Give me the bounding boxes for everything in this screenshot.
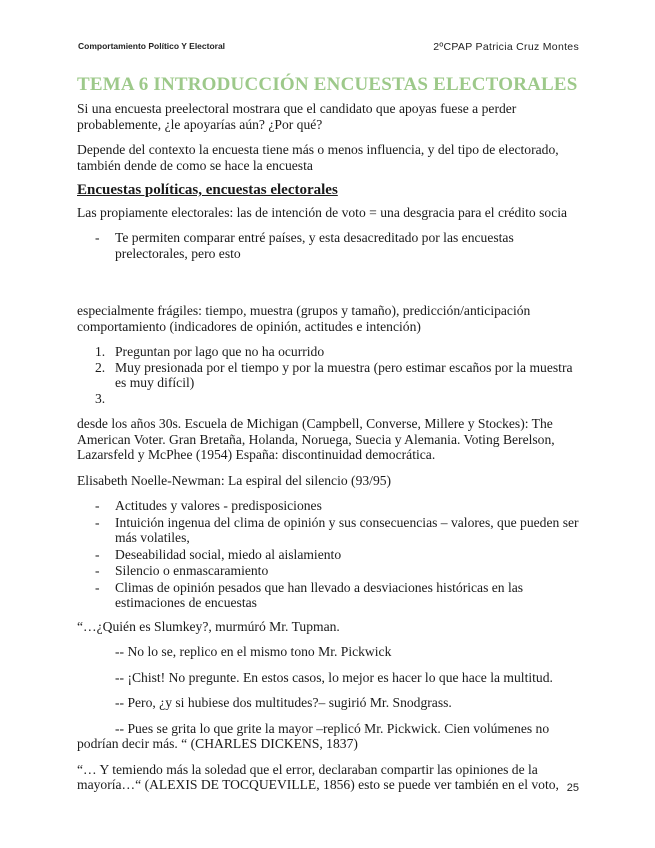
quote-line: -- Pero, ¿y si hubiese dos multitudes?– sugirió Mr. Snodgrass. (115, 695, 452, 710)
page-body (77, 74, 579, 803)
paragraph-electoral: Las propiamente electorales: las de intención de voto = una desgracia para el crédito socia (77, 204, 568, 220)
quote-line: -- ¡Chist! No pregunte. En estos casos, lo mejor es hacer lo que hace la multitud. (115, 669, 553, 685)
bullet-marker: - (95, 230, 100, 245)
number-marker: 1. (95, 344, 106, 359)
list-item-text: Intuición ingenua del clima de opinión y sus consecuencias – valores, que pueden ser más volatiles, (115, 514, 579, 545)
list-item-text: Preguntan por lago que no ha ocurrido (115, 344, 325, 359)
list-item-text: Te permiten comparar entré países, y esta desacreditado por las encuestas prelectorales, pero esto (115, 230, 514, 261)
list-item (77, 563, 579, 579)
numbered-list (77, 344, 579, 406)
paragraph-question: Si una encuesta preelectoral mostrara que el candidato que apoyas fuese a perder probablemente, ¿le apoyarías aún? ¿Por qué? (77, 101, 517, 132)
list-item (77, 498, 579, 514)
list-item (77, 580, 579, 611)
header-course: Comportamiento Político Y Electoral (78, 41, 226, 51)
bullet-marker: - (95, 563, 100, 578)
paragraph-tocqueville: “… Y temiendo más la soledad que el error, declaraban compartir las opiniones de la mayoría…“ (ALEXIS DE TOCQUEVILLE, 1856) esto se puede ver también en el voto, (77, 761, 559, 792)
paragraph-noelle: Elisabeth Noelle-Newman: La espiral del silencio (93/95) (77, 472, 392, 488)
list-item-text: Silencio o enmascaramiento (115, 563, 269, 578)
list-item-text: Deseabilidad social, miedo al aislamiento (115, 546, 342, 562)
page-title: TEMA 6 INTRODUCCIÓN ENCUESTAS ELECTORALES (77, 74, 578, 95)
page-number: 25 (566, 782, 579, 794)
paragraph-history: desde los años 30s. Escuela de Michigan (Campbell, Converse, Millere y Stockes): The American Voter. Gran Bretaña, Holanda, Noruega, Suecia y Alemania. Voting Berelson, Lazarsfeld y McPhee (1954) España: discontinuidad democrática. (77, 416, 555, 462)
header-author: 2ºCPAP Patricia Cruz Montes (433, 41, 579, 53)
bullet-marker: - (95, 546, 100, 562)
paragraph-context: Depende del contexto la encuesta tiene más o menos influencia, y del tipo de electorado, también dende de como se hace la encuesta (77, 142, 559, 173)
number-marker: 3. (95, 390, 106, 406)
quote-line: -- No lo se, replico en el mismo tono Mr. Pickwick (115, 644, 392, 659)
bullet-marker: - (95, 514, 100, 530)
list-item (77, 230, 579, 261)
list-item (77, 547, 579, 563)
bullet-marker: - (95, 579, 100, 595)
section-heading: Encuestas políticas, encuestas electorales (77, 182, 338, 198)
paragraph-fragile: especialmente frágiles: tiempo, muestra (grupos y tamaño), predicción/anticipación comportamiento (indicadores de opinión, actitudes e intención) (77, 303, 531, 334)
quote-line: -- Pues se grita lo que grite la mayor –replicó Mr. Pickwick. Cien volúmenes no podrían decir más. “ (CHARLES DICKENS, 1837) (77, 720, 550, 751)
number-marker: 2. (95, 359, 106, 375)
list-item (77, 360, 579, 391)
bullet-list-2 (77, 498, 579, 611)
list-item-text: Actitudes y valores - predisposiciones (115, 498, 322, 513)
bullet-marker: - (95, 498, 100, 513)
list-item (77, 391, 579, 407)
list-item-text: Climas de opinión pesados que han llevado a desviaciones históricas en las estimaciones de encuestas (115, 579, 524, 610)
quote-line: “…¿Quién es Slumkey?, murmúró Mr. Tupman. (77, 618, 340, 634)
bullet-list-1 (77, 230, 579, 261)
list-item-text: Muy presionada por el tiempo y por la muestra (pero estimar escaños por la muestra es muy difícil) (115, 359, 573, 390)
list-item-text (115, 391, 118, 406)
list-item (77, 344, 579, 360)
list-item (77, 515, 579, 546)
